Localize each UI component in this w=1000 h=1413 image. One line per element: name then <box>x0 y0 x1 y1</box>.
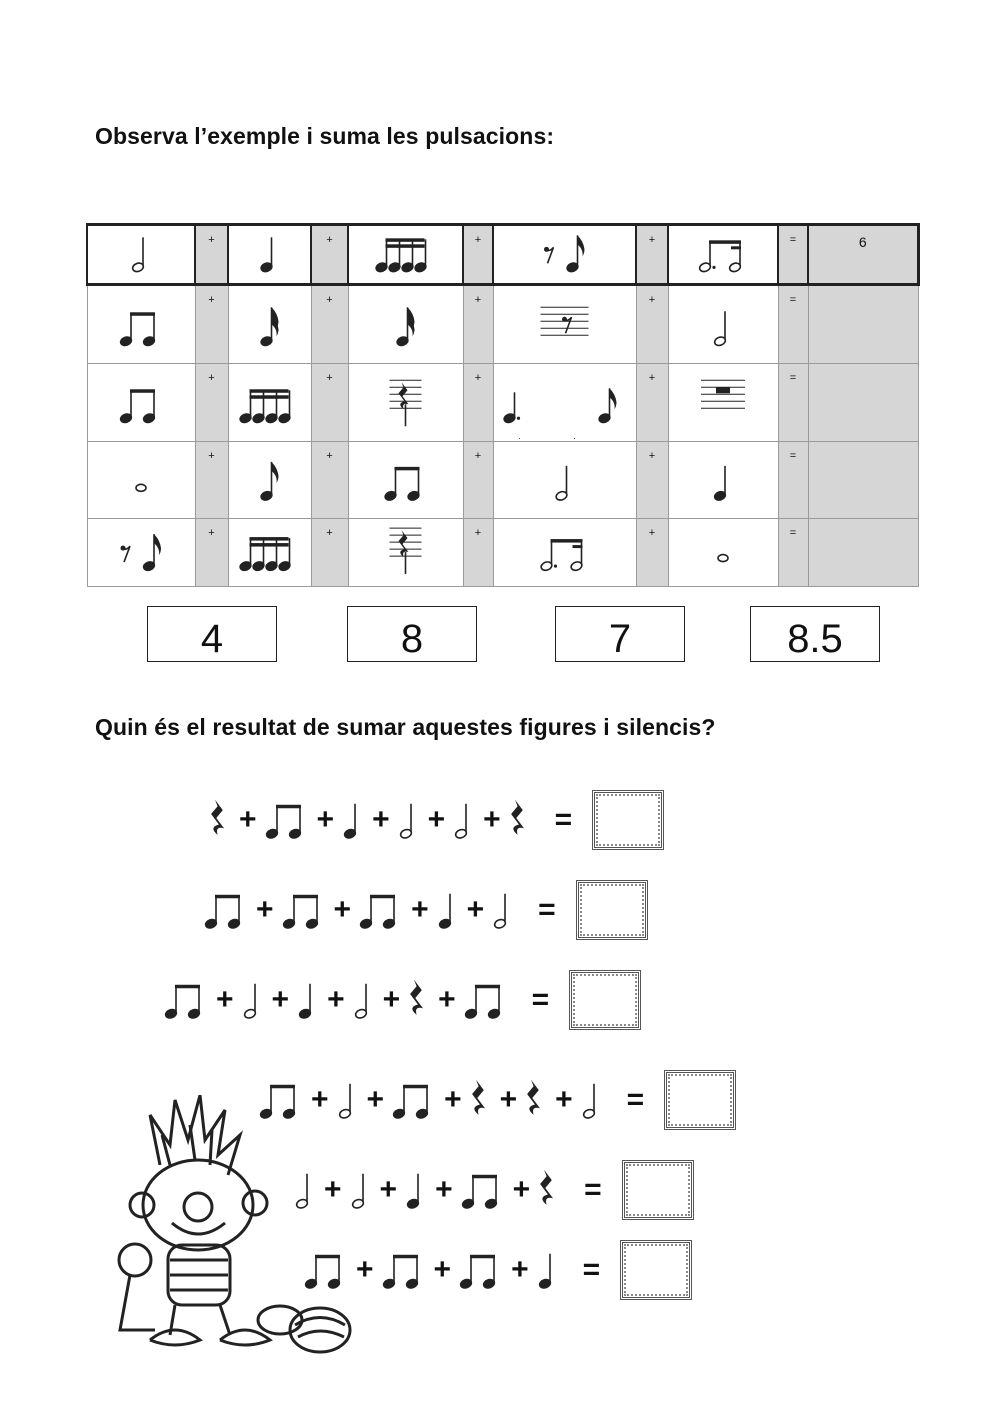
two-eighths-figure <box>388 1072 440 1130</box>
quarter-note-figure <box>533 1242 563 1300</box>
quarter-rest-on-staff-figure <box>348 518 463 586</box>
half-note-figure <box>668 285 778 363</box>
plus-sign: + <box>427 803 446 836</box>
two-eighths-figure <box>455 1242 507 1300</box>
equation-row <box>160 970 641 1030</box>
half-note-figure <box>493 442 636 518</box>
result-cell[interactable] <box>808 518 918 586</box>
plus-sign: + <box>411 893 429 926</box>
half-note-figure <box>238 972 268 1030</box>
plus-sign: + <box>463 442 493 518</box>
plus-sign: + <box>636 442 668 518</box>
two-eighths-figure <box>460 972 512 1030</box>
answer-box-1[interactable]: 4 <box>147 606 277 662</box>
two-eighths-figure <box>87 285 195 363</box>
quarter-rest-figure <box>521 1072 551 1130</box>
two-eighths-figure <box>457 1162 509 1220</box>
equation-row <box>200 880 648 940</box>
plus-sign: + <box>463 363 493 441</box>
two-eighths-figure <box>278 882 330 940</box>
two-eighths-figure <box>160 972 212 1030</box>
instruction-heading-2: Quin és el resultat de sumar aquestes figures i silencis? <box>95 714 716 740</box>
plus-sign: + <box>311 518 348 586</box>
plus-sign: + <box>311 285 348 363</box>
dotted-quarter-eighth-figure <box>493 363 636 441</box>
plus-sign: + <box>636 285 668 363</box>
plus-sign: + <box>379 1173 398 1206</box>
plus-sign: + <box>463 518 493 586</box>
answer-input-box[interactable] <box>620 1240 692 1300</box>
answer-box-4[interactable]: 8.5 <box>750 606 880 662</box>
plus-sign: + <box>372 803 390 836</box>
whole-note-figure <box>87 442 195 518</box>
answer-box-2[interactable]: 8 <box>347 606 477 662</box>
quarter-note-figure <box>433 882 463 940</box>
four-sixteenths-figure <box>228 518 311 586</box>
plus-sign: + <box>463 285 493 363</box>
four-sixteenths-figure <box>228 363 311 441</box>
dotted-eighth-sixteenth-figure <box>668 225 778 285</box>
equals-sign: = <box>538 893 556 926</box>
plus-sign: + <box>195 442 228 518</box>
plus-sign: + <box>195 285 228 363</box>
answer-input-box[interactable] <box>622 1160 694 1220</box>
table-row <box>87 225 918 285</box>
plus-sign: + <box>366 1083 385 1116</box>
plus-sign: + <box>463 225 493 285</box>
quarter-rest-figure <box>466 1072 496 1130</box>
plus-sign: + <box>195 518 228 586</box>
plus-sign: + <box>333 893 352 926</box>
plus-sign: + <box>444 1083 462 1116</box>
half-note-figure <box>349 972 379 1030</box>
plus-sign: + <box>466 893 485 926</box>
table-row <box>87 518 918 586</box>
plus-sign: + <box>271 983 290 1016</box>
answer-box-3[interactable]: 7 <box>555 606 685 662</box>
eighth-rest-eighth-figure <box>87 518 195 586</box>
plus-sign: + <box>433 1253 452 1286</box>
two-eighths-figure <box>200 882 252 940</box>
quarter-note-figure <box>668 442 778 518</box>
plus-sign: + <box>356 1253 374 1286</box>
equals-sign: = <box>778 442 808 518</box>
equals-sign: = <box>554 803 573 836</box>
two-eighths-figure <box>378 1242 430 1300</box>
answer-input-box[interactable] <box>569 970 641 1030</box>
two-eighths-figure <box>87 363 195 441</box>
equals-sign: = <box>626 1083 645 1116</box>
equals-sign: = <box>778 285 808 363</box>
plus-sign: + <box>636 363 668 441</box>
sixteenth-note-figure <box>348 285 463 363</box>
rhythm-table <box>86 223 920 587</box>
table-row <box>87 285 918 363</box>
plus-sign: + <box>256 893 274 926</box>
quarter-rest-figure <box>505 792 535 850</box>
quarter-note-figure <box>293 972 323 1030</box>
plus-sign: + <box>311 442 348 518</box>
equals-sign: = <box>778 225 808 285</box>
equals-sign: = <box>582 1253 601 1286</box>
quarter-rest-figure <box>404 972 434 1030</box>
plus-sign: + <box>239 803 257 836</box>
half-note-figure <box>488 882 518 940</box>
eighth-note-figure <box>228 442 311 518</box>
plus-sign: + <box>216 983 234 1016</box>
quarter-rest-on-staff-figure <box>348 363 463 441</box>
quarter-rest-figure <box>205 792 235 850</box>
plus-sign: + <box>311 225 348 285</box>
plus-sign: + <box>555 1083 573 1116</box>
result-cell[interactable] <box>808 285 918 363</box>
plus-sign: + <box>327 983 345 1016</box>
half-note-figure <box>449 792 479 850</box>
plus-sign: + <box>324 1173 342 1206</box>
plus-sign: + <box>316 803 335 836</box>
plus-sign: + <box>195 363 228 441</box>
plus-sign: + <box>499 1083 518 1116</box>
answer-input-box[interactable] <box>592 790 664 850</box>
plus-sign: + <box>311 1083 329 1116</box>
quarter-rest-figure <box>534 1162 564 1220</box>
two-eighths-figure <box>261 792 313 850</box>
result-cell[interactable] <box>808 363 918 441</box>
instruction-heading-1: Observa l’exemple i suma les pulsacions: <box>95 123 555 149</box>
plus-sign: + <box>435 1173 453 1206</box>
plus-sign: + <box>438 983 456 1016</box>
two-eighths-figure <box>348 442 463 518</box>
answer-input-box[interactable] <box>664 1070 736 1130</box>
equation-row <box>205 790 664 850</box>
whole-rest-on-staff-figure <box>668 363 778 441</box>
table-row <box>87 363 918 441</box>
eighth-rest-eighth-figure <box>493 225 636 285</box>
plus-sign: + <box>382 983 401 1016</box>
quarter-note-figure <box>338 792 368 850</box>
equals-sign: = <box>778 363 808 441</box>
quarter-note-figure <box>401 1162 431 1220</box>
equals-sign: = <box>778 518 808 586</box>
plus-sign: + <box>511 1253 529 1286</box>
result-cell: 6 <box>808 225 918 285</box>
four-sixteenths-figure <box>348 225 463 285</box>
equals-sign: = <box>531 983 550 1016</box>
half-note-figure <box>394 792 424 850</box>
half-note-figure <box>87 225 195 285</box>
answer-input-box[interactable] <box>576 880 648 940</box>
result-cell[interactable] <box>808 442 918 518</box>
table-row <box>87 442 918 518</box>
plus-sign: + <box>195 225 228 285</box>
plus-sign: + <box>311 363 348 441</box>
two-eighths-figure <box>355 882 407 940</box>
plus-sign: + <box>636 225 668 285</box>
half-note-figure <box>577 1072 607 1130</box>
plus-sign: + <box>512 1173 531 1206</box>
quarter-note-figure <box>228 225 311 285</box>
troll-illustration <box>100 1095 360 1365</box>
whole-note-figure <box>668 518 778 586</box>
equals-sign: = <box>584 1173 602 1206</box>
plus-sign: + <box>483 803 501 836</box>
dotted-eighth-sixteenth-figure <box>493 518 636 586</box>
sixteenth-note-figure <box>228 285 311 363</box>
eighth-rest-on-staff-figure <box>493 285 636 363</box>
plus-sign: + <box>636 518 668 586</box>
